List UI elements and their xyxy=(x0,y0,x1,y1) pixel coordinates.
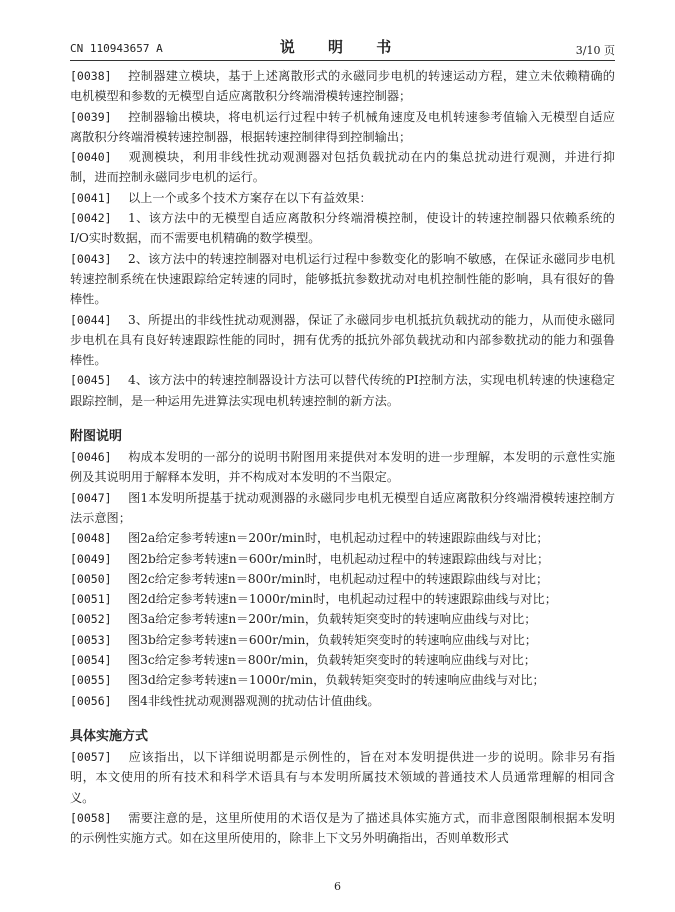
paragraph-text: 2、该方法中的转速控制器对电机运行过程中参数变化的影响不敏感，在保证永磁同步电机转速控制系统在快速跟踪给定转速的同时，能够抵抗参数扰动对电机控制性能的影响，具有很好的鲁棒性。 xyxy=(70,251,615,307)
paragraph-text: 4、该方法中的转速控制器设计方法可以替代传统的PI控制方法，实现电机转速的快速稳定跟踪控制，是一种运用先进算法实现电机转速控制的新方法。 xyxy=(70,373,615,408)
paragraph-number: [0040] xyxy=(70,150,112,165)
paragraph-group-effects xyxy=(70,66,615,411)
paragraph xyxy=(70,147,615,188)
paragraph-number: [0039] xyxy=(70,109,112,124)
paragraph-number: [0055] xyxy=(70,673,112,688)
paragraph-text: 图3d给定参考转速n＝1000r/min，负载转矩突变时的转速响应曲线与对比； xyxy=(128,673,545,688)
paragraph-number: [0050] xyxy=(70,571,112,586)
paragraph-text: 应该指出，以下详细说明都是示例性的，旨在对本发明提供进一步的说明。除非另有指明，本文使用的所有技术和科学术语具有与本发明所属技术领域的普通技术人员通常理解的相同含义。 xyxy=(70,749,615,805)
paragraph xyxy=(70,670,615,690)
paragraph xyxy=(70,188,615,208)
paragraph xyxy=(70,528,615,548)
paragraph-number: [0047] xyxy=(70,490,112,505)
paragraph-number: [0051] xyxy=(70,592,112,607)
paragraph-group-drawings xyxy=(70,447,615,711)
paragraph xyxy=(70,650,615,670)
section-title-drawings: 附图说明 xyxy=(70,429,123,445)
paragraph xyxy=(70,66,615,107)
paragraph-number: [0058] xyxy=(70,810,112,825)
paragraph xyxy=(70,107,615,148)
paragraph xyxy=(70,488,615,529)
publication-number: CN 110943657 A xyxy=(70,42,163,55)
paragraph-number: [0043] xyxy=(70,251,112,266)
paragraph-number: [0056] xyxy=(70,693,112,708)
paragraph-text: 图1本发明所提基于扰动观测器的永磁同步电机无模型自适应离散积分终端滑模转速控制方法示意图； xyxy=(70,490,615,525)
paragraph xyxy=(70,691,615,711)
paragraph-text: 图2d给定参考转速n＝1000r/min时，电机起动过程中的转速跟踪曲线与对比； xyxy=(128,592,557,607)
paragraph xyxy=(70,208,615,249)
paragraph-text: 图2b给定参考转速n＝600r/min时，电机起动过程中的转速跟踪曲线与对比； xyxy=(128,551,550,566)
paragraph xyxy=(70,447,615,488)
section-title-embodiments: 具体实施方式 xyxy=(70,728,149,744)
paragraph-text: 图2a给定参考转速n＝200r/min时，电机起动过程中的转速跟踪曲线与对比； xyxy=(128,531,549,546)
paragraph-number: [0041] xyxy=(70,190,112,205)
paragraph-number: [0057] xyxy=(70,749,112,764)
paragraph-text: 以上一个或多个技术方案存在以下有益效果： xyxy=(128,190,372,205)
paragraph-text: 1、该方法中的无模型自适应离散积分终端滑模控制，使设计的转速控制器只依赖系统的I/O实时数据，而不需要电机精确的数学模型。 xyxy=(70,211,615,246)
paragraph-number: [0053] xyxy=(70,632,112,647)
paragraph-number: [0049] xyxy=(70,551,112,566)
document-title: 说 明 书 xyxy=(279,38,406,56)
document-body xyxy=(70,66,615,848)
paragraph-number: [0038] xyxy=(70,69,112,83)
paragraph-text: 控制器输出模块，将电机运行过程中转子机械角速度及电机转速参考值输入无模型自适应离散积分终端滑模转速控制器，根据转速控制律得到控制输出； xyxy=(70,109,615,144)
page-number: 6 xyxy=(334,880,341,893)
paragraph xyxy=(70,249,615,310)
paragraph xyxy=(70,747,615,808)
paragraph xyxy=(70,310,615,371)
paragraph xyxy=(70,569,615,589)
paragraph-text: 需要注意的是，这里所使用的术语仅是为了描述具体实施方式，而非意图限制根据本发明的示例性实施方式。如在这里所使用的，除非上下文另外明确指出，否则单数形式 xyxy=(70,810,615,846)
paragraph-number: [0045] xyxy=(70,373,112,388)
paragraph-text: 图3b给定参考转速n＝600r/min，负载转矩突变时的转速响应曲线与对比； xyxy=(128,632,537,647)
paragraph-number: [0048] xyxy=(70,531,112,546)
paragraph xyxy=(70,808,615,849)
paragraph-number: [0052] xyxy=(70,612,112,627)
paragraph-number: [0046] xyxy=(70,450,112,465)
paragraph-number: [0054] xyxy=(70,653,112,668)
paragraph xyxy=(70,370,615,411)
paragraph xyxy=(70,630,615,650)
page-count: 3/10 页 xyxy=(575,44,615,57)
paragraph xyxy=(70,589,615,609)
paragraph-text: 构成本发明的一部分的说明书附图用来提供对本发明的进一步理解，本发明的示意性实施例及其说明用于解释本发明，并不构成对本发明的不当限定。 xyxy=(70,450,615,485)
paragraph-group-embodiments xyxy=(70,747,615,848)
page-header xyxy=(70,34,615,61)
paragraph xyxy=(70,609,615,629)
paragraph-number: [0044] xyxy=(70,312,112,327)
paragraph-number: [0042] xyxy=(70,211,112,226)
paragraph-text: 图2c给定参考转速n＝800r/min时，电机起动过程中的转速跟踪曲线与对比； xyxy=(128,571,549,586)
paragraph xyxy=(70,549,615,569)
paragraph-text: 图3a给定参考转速n＝200r/min，负载转矩突变时的转速响应曲线与对比； xyxy=(128,612,537,627)
paragraph-text: 观测模块，利用非线性扰动观测器对包括负载扰动在内的集总扰动进行观测，并进行抑制，进而控制永磁同步电机的运行。 xyxy=(70,150,615,185)
paragraph-text: 图3c给定参考转速n＝800r/min，负载转矩突变时的转速响应曲线与对比； xyxy=(128,653,536,668)
paragraph-text: 控制器建立模块，基于上述离散形式的永磁同步电机的转速运动方程，建立未依赖精确的电机模型和参数的无模型自适应离散积分终端滑模转速控制器； xyxy=(70,69,615,104)
paragraph-text: 图4非线性扰动观测器观测的扰动估计值曲线。 xyxy=(128,693,380,708)
paragraph-text: 3、所提出的非线性扰动观测器，保证了永磁同步电机抵抗负载扰动的能力，从而使永磁同步电机在具有良好转速跟踪性能的同时，拥有优秀的抵抗外部负载扰动和内部参数扰动的能力和强鲁棒性。 xyxy=(70,312,615,368)
